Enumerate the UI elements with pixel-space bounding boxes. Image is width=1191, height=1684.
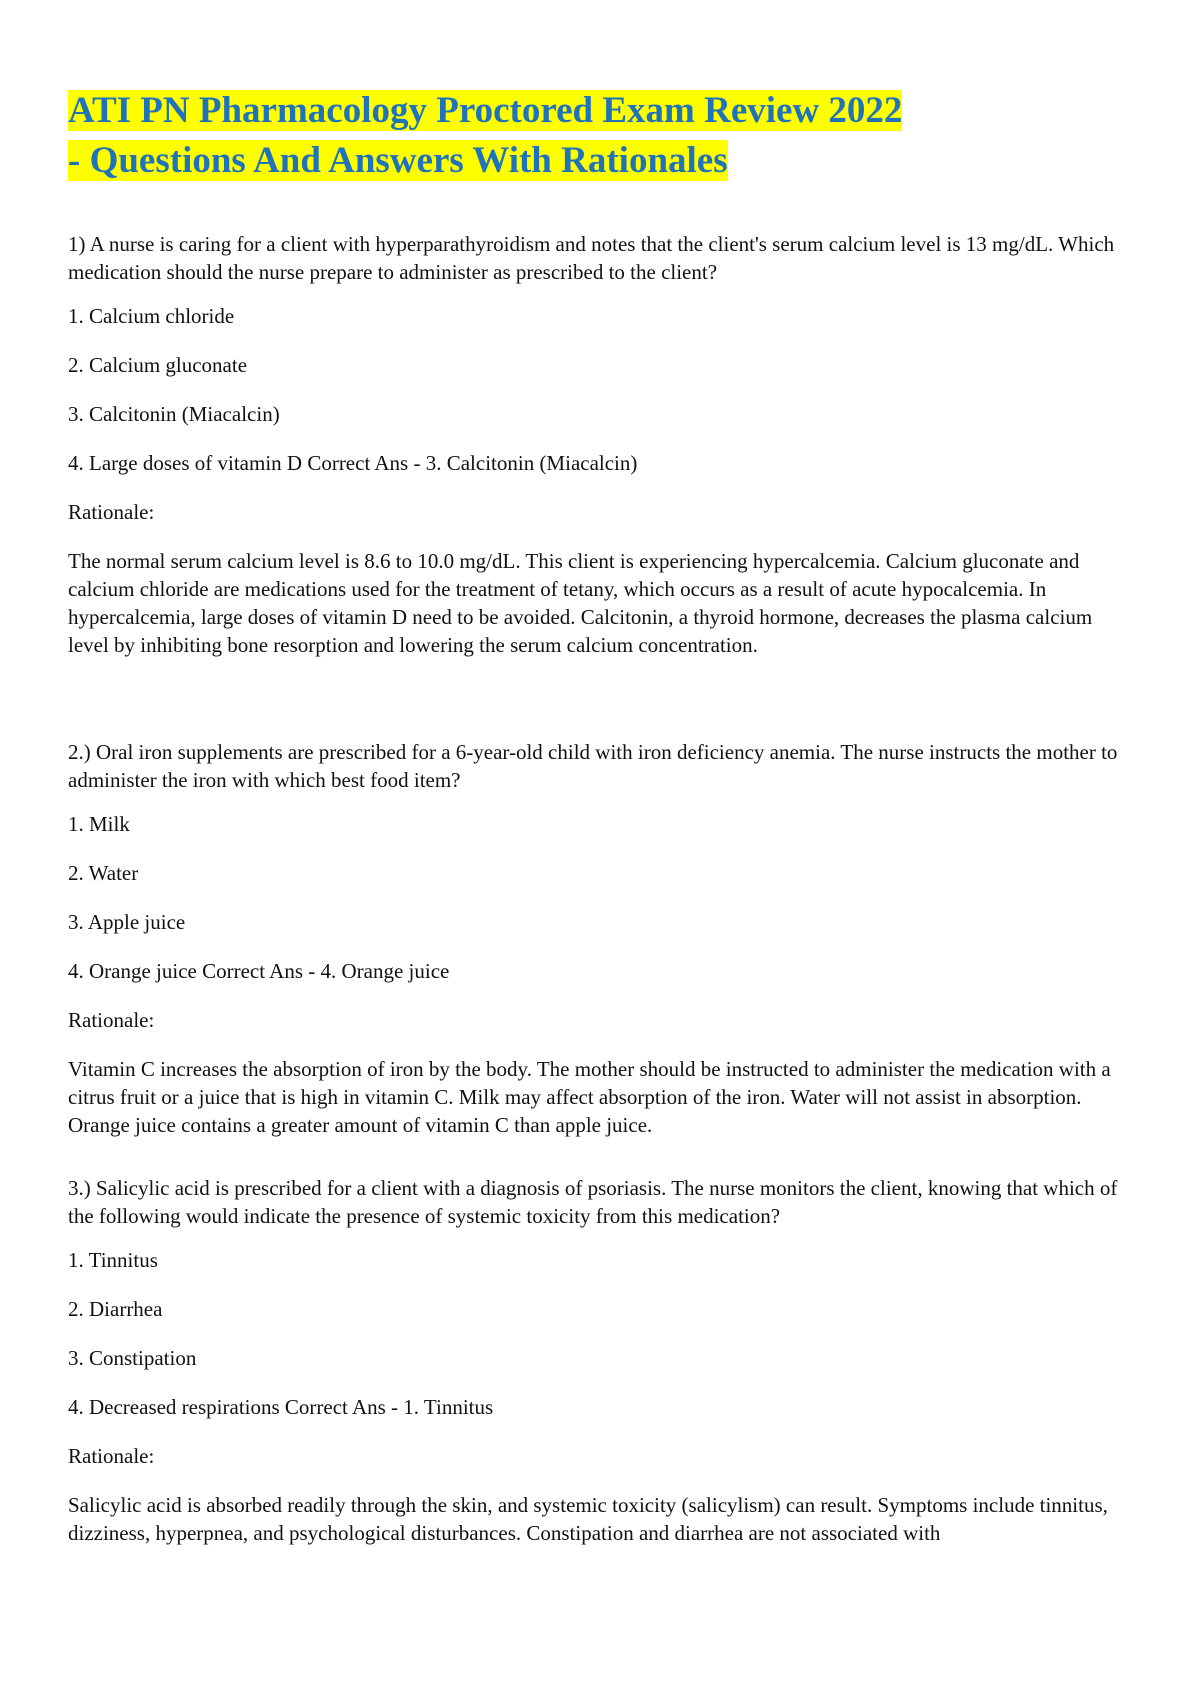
answer-option: 2. Calcium gluconate — [68, 353, 248, 377]
document-page — [68, 86, 1128, 1545]
answer-option: 1. Tinnitus — [68, 1248, 158, 1272]
answer-option-with-correct-answer: 4. Decreased respirations Correct Ans - 1. Tinnitus — [68, 1395, 494, 1419]
rationale-label: Rationale: — [68, 1008, 155, 1032]
document-title — [68, 86, 1128, 186]
title-line-1: ATI PN Pharmacology Proctored Exam Review 2022 — [68, 90, 903, 131]
rationale-text: Vitamin C increases the absorption of iron by the body. The mother should be instructed to administer the medication with a citrus fruit or a juice that is high in vitamin C. Milk may affect absorption of the iron. Water will not assist in absorption. Orange juice contains a greater amount of vitamin C than apple juice. — [68, 1057, 1111, 1137]
question-1 — [68, 230, 1128, 659]
answer-option-with-correct-answer: 4. Large doses of vitamin D Correct Ans - 3. Calcitonin (Miacalcin) — [68, 451, 638, 475]
answer-option-with-correct-answer: 4. Orange juice Correct Ans - 4. Orange juice — [68, 959, 450, 983]
question-text: 2.) Oral iron supplements are prescribed for a 6-year-old child with iron deficiency anemia. The nurse instructs the mother to administer the iron with which best food item? — [68, 740, 1118, 792]
answer-option: 2. Water — [68, 861, 139, 885]
answer-option: 1. Milk — [68, 812, 130, 836]
answer-option: 3. Calcitonin (Miacalcin) — [68, 402, 280, 426]
question-3 — [68, 1174, 1128, 1547]
rationale-text: The normal serum calcium level is 8.6 to 10.0 mg/dL. This client is experiencing hypercalcemia. Calcium gluconate and calcium chloride are medications used for the treatment of tetany, which occurs as a result of acute hypocalcemia. In hypercalcemia, large doses of vitamin D need to be avoided. Calcitonin, a thyroid hormone, decreases the plasma calcium level by inhibiting bone resorption and lowering the serum calcium concentration. — [68, 549, 1093, 657]
answer-option: 3. Apple juice — [68, 910, 186, 934]
question-text: 1) A nurse is caring for a client with hyperparathyroidism and notes that the client's serum calcium level is 13 mg/dL. Which medication should the nurse prepare to administer as prescribed to the client? — [68, 232, 1115, 284]
rationale-text: Salicylic acid is absorbed readily through the skin, and systemic toxicity (salicylism) can result. Symptoms include tinnitus, dizziness, hyperpnea, and psychological disturbances. Constipation and diarrhea are not associated with — [68, 1493, 1108, 1545]
answer-option: 1. Calcium chloride — [68, 304, 235, 328]
question-2 — [68, 738, 1128, 1139]
title-line-2: - Questions And Answers With Rationales — [68, 140, 728, 181]
answer-option: 3. Constipation — [68, 1346, 197, 1370]
answer-option: 2. Diarrhea — [68, 1297, 163, 1321]
rationale-label: Rationale: — [68, 500, 155, 524]
rationale-label: Rationale: — [68, 1444, 155, 1468]
question-text: 3.) Salicylic acid is prescribed for a client with a diagnosis of psoriasis. The nurse monitors the client, knowing that which of the following would indicate the presence of systemic toxicity from this medication? — [68, 1176, 1118, 1228]
